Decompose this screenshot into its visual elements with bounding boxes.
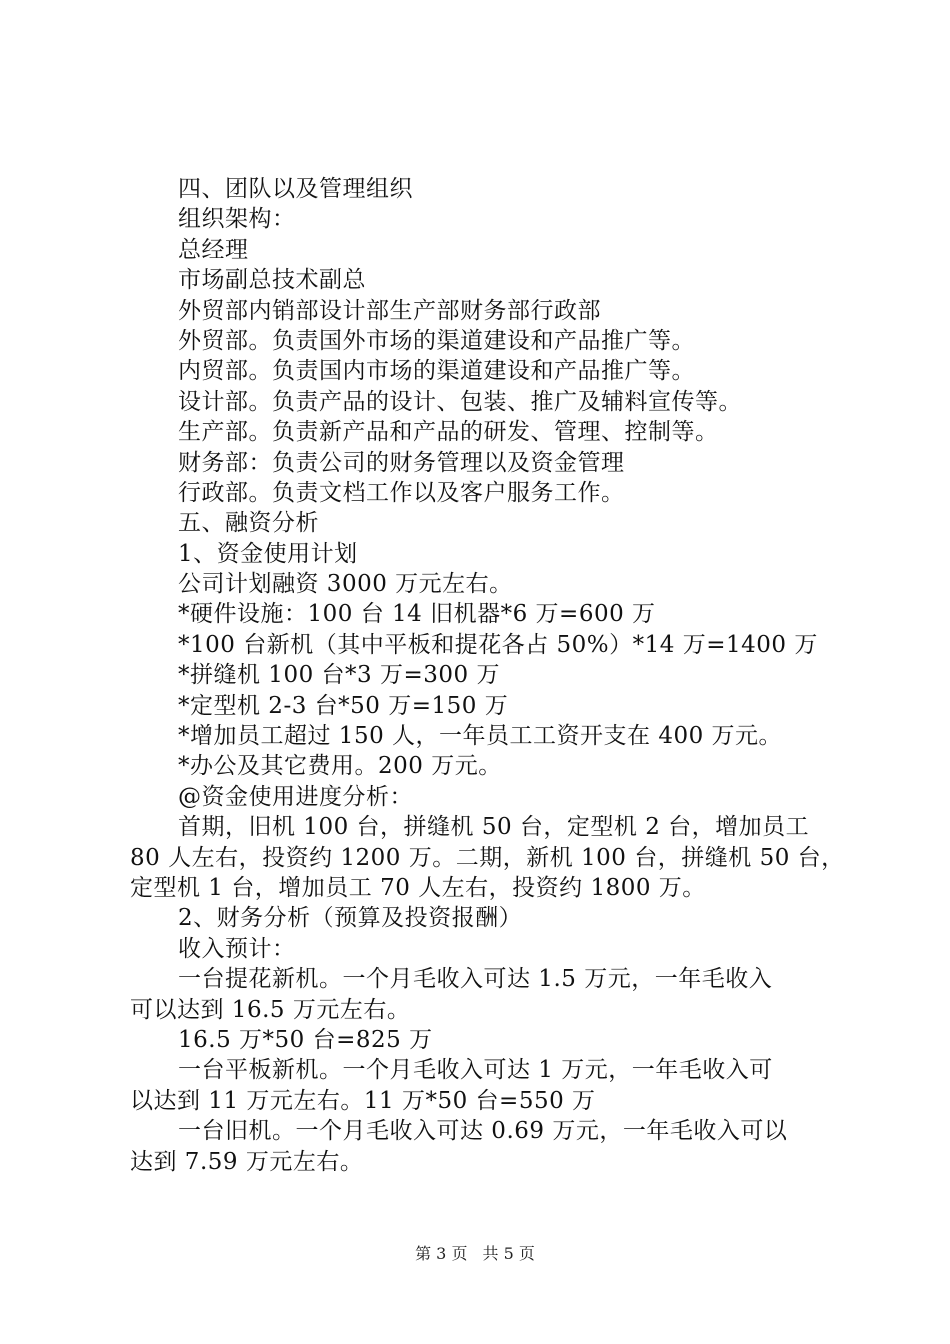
- text-line: 设计部。负责产品的设计、包装、推广及辅料宣传等。: [178, 388, 742, 415]
- text-line: 16.5 万*50 台=825 万: [178, 1026, 433, 1053]
- text-line: 市场副总技术副总: [178, 267, 366, 294]
- list-item: *增加员工超过 150 人，一年员工工资开支在 400 万元。: [178, 723, 783, 750]
- list-item: *办公及其它费用。200 万元。: [178, 753, 502, 780]
- text-line: 定型机 1 台，增加员工 70 人左右，投资约 1800 万。: [130, 874, 706, 901]
- page-number: 第 3 页: [415, 1244, 468, 1263]
- text-line: 收入预计：: [178, 935, 296, 962]
- list-item: *100 台新机（其中平板和提花各占 50%）*14 万=1400 万: [178, 631, 818, 658]
- section-heading: 四、团队以及管理组织: [178, 176, 413, 202]
- text-line: 外贸部。负责国外市场的渠道建设和产品推广等。: [178, 327, 695, 354]
- text-line: 首期，旧机 100 台，拼缝机 50 台，定型机 2 台，增加员工: [178, 814, 810, 841]
- subsection-heading: 2、财务分析（预算及投资报酬）: [178, 905, 523, 932]
- text-line: 行政部。负责文档工作以及客户服务工作。: [178, 479, 625, 506]
- document-body: [130, 174, 845, 1177]
- text-line: 外贸部内销部设计部生产部财务部行政部: [178, 297, 601, 324]
- subsection-heading: 1、资金使用计划: [178, 540, 358, 567]
- text-line: 公司计划融资 3000 万元左右。: [178, 571, 513, 598]
- text-line: 80 人左右，投资约 1200 万。二期，新机 100 台，拼缝机 50 台，: [130, 844, 845, 871]
- text-line: 达到 7.59 万元左右。: [130, 1148, 364, 1175]
- page-total: 共 5 页: [482, 1244, 535, 1263]
- text-line: 可以达到 16.5 万元左右。: [130, 996, 411, 1023]
- text-line: 内贸部。负责国内市场的渠道建设和产品推广等。: [178, 358, 695, 385]
- text-line: 生产部。负责新产品和产品的研发、管理、控制等。: [178, 419, 719, 446]
- text-line: 一台提花新机。一个月毛收入可达 1.5 万元，一年毛收入: [178, 966, 773, 993]
- text-line: 组织架构：: [178, 206, 296, 233]
- section-heading: 五、融资分析: [178, 510, 319, 537]
- text-line: 总经理: [178, 236, 249, 263]
- page-footer: [0, 1244, 950, 1264]
- text-line: 财务部：负责公司的财务管理以及资金管理: [178, 449, 625, 476]
- list-item: *定型机 2-3 台*50 万=150 万: [178, 692, 509, 719]
- list-item: *硬件设施：100 台 14 旧机器*6 万=600 万: [178, 601, 656, 628]
- text-line: 一台平板新机。一个月毛收入可达 1 万元，一年毛收入可: [178, 1057, 773, 1084]
- text-line: 以达到 11 万元左右。11 万*50 台=550 万: [130, 1087, 596, 1114]
- text-line: 一台旧机。一个月毛收入可达 0.69 万元，一年毛收入可以: [178, 1118, 788, 1145]
- list-item: *拼缝机 100 台*3 万=300 万: [178, 662, 500, 689]
- text-line: @资金使用进度分析：: [178, 783, 413, 810]
